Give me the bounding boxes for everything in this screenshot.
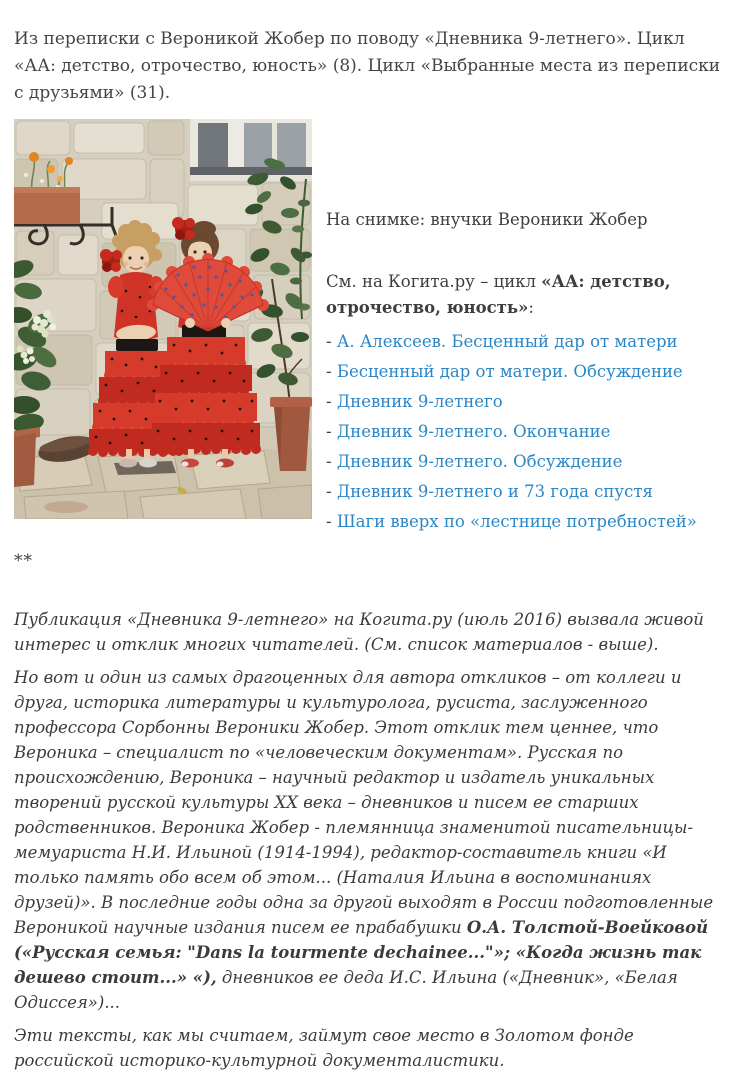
- photo-caption: На снимке: внучки Вероники Жобер: [326, 210, 648, 229]
- window: [190, 119, 312, 181]
- photo-image: [14, 119, 312, 519]
- see-also-link-row: [326, 391, 727, 413]
- media-row: [14, 119, 727, 541]
- see-also-link-row: [326, 451, 727, 473]
- ruffled-skirt: [151, 325, 261, 455]
- body-paragraph: [14, 665, 727, 1015]
- separator-asterisks: **: [14, 551, 33, 571]
- see-also-link[interactable]: Дневник 9-летнего. Обсуждение: [336, 452, 623, 471]
- see-also-link-row: [326, 421, 727, 443]
- article-header: Из переписки с Вероникой Жобер по поводу «Дневника 9-летнего». Цикл «АА: детство, отрочество, юность» (8). Цикл «Выбранные места из переписки с друзьями» (31).: [14, 29, 721, 103]
- see-also-heading: [326, 269, 727, 321]
- link-dash: -: [326, 392, 337, 411]
- bold-text-segment: О.А. Толстой-Воейковой («Русская семья: "Dans la tourmente dechainee..."»; «Когда жизнь так дешево стоит...» «),: [14, 918, 709, 987]
- see-also-link-row: [326, 511, 727, 533]
- link-dash: -: [326, 422, 337, 441]
- link-dash: -: [326, 332, 337, 351]
- link-dash: -: [326, 362, 337, 381]
- text-segment: Но вот и один из самых драгоценных для автора откликов – от коллеги и друга, историка литературы и культуролога, русиста, заслуженного профессора Сорбонны Вероники Жобер. Этот отклик тем ценнее, что Вероника – специалист по «человеческим документам». Русская по происхождению, Вероника – научный редактор и издатель уникальных творений русской культуры XX века – дневников и писем ее старших родственников. Вероника Жобер - племянница знаменитой писательницы-мемуариста Н.И. Ильиной (1914-1994), редактор-составитель книги «И только память обо всем об этом... (Наталия Ильина в воспоминаниях друзей)». В последние годы одна за другой выходят в России подготовленные Вероникой научные издания писем ее прабабушки: [14, 668, 714, 937]
- text-segment: Публикация «Дневника 9-летнего» на Когита.ру (июль 2016) вызвала живой интерес и отклик многих читателей. (См. список материалов - выше).: [14, 610, 704, 654]
- text-segment: Эти тексты, как мы считаем, займут свое место в Золотом фонде российской историко-культурной документалистики.: [14, 1026, 634, 1070]
- photo-side-column: [326, 119, 727, 541]
- see-also-link[interactable]: Дневник 9-летнего. Окончание: [336, 422, 611, 441]
- see-also-link-row: [326, 361, 727, 383]
- see-also-link-row: [326, 481, 727, 503]
- photo: [14, 119, 312, 519]
- see-also-cycle-title: «АА: детство, отрочество, юность»: [326, 272, 671, 317]
- body-paragraph: [14, 1023, 727, 1073]
- link-dash: -: [326, 452, 337, 471]
- body-paragraph: [14, 607, 727, 657]
- left-pot: [14, 433, 36, 487]
- see-also-links: [326, 331, 727, 533]
- see-also-colon: :: [528, 298, 534, 317]
- see-also-link[interactable]: Дневник 9-летнего: [336, 392, 503, 411]
- see-also-link[interactable]: Дневник 9-летнего и 73 года спустя: [336, 482, 653, 501]
- link-dash: -: [326, 512, 337, 531]
- link-dash: -: [326, 482, 337, 501]
- see-also-link-row: [326, 331, 727, 353]
- see-also-prefix: См. на Когита.ру – цикл: [326, 272, 542, 291]
- hair-flower: [172, 217, 195, 240]
- see-also-link[interactable]: А. Алексеев. Бесценный дар от матери: [336, 332, 678, 351]
- hair-flower: [100, 249, 122, 272]
- article-body: [14, 607, 727, 1073]
- see-also-link[interactable]: Шаги вверх по «лестнице потребностей»: [336, 512, 697, 531]
- text-segment: дневников ее деда И.С. Ильина («Дневник», «Белая Одиссея»)...: [14, 968, 678, 1012]
- see-also-link[interactable]: Бесценный дар от матери. Обсуждение: [336, 362, 683, 381]
